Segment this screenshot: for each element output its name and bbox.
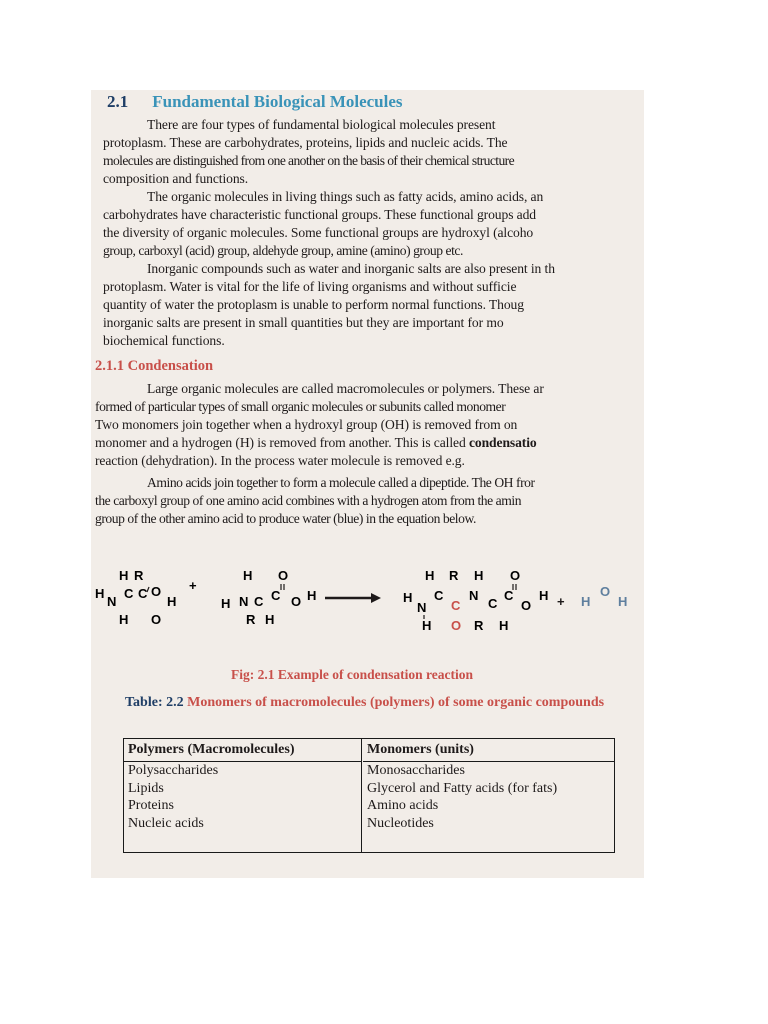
atom-c: C — [254, 594, 264, 609]
amino-acid-1 — [95, 568, 176, 627]
atom-n: N — [107, 594, 117, 609]
paragraph-line: biochemical functions. — [103, 333, 225, 348]
atom-o: O — [451, 618, 462, 633]
monomers-table — [123, 738, 615, 853]
atom-o: O — [151, 612, 162, 627]
paragraph-line: reaction (dehydration). In the process water molecule is removed e.g. — [95, 453, 465, 468]
paragraph-line — [95, 434, 537, 451]
paragraph-line: quantity of water the protoplasm is unable to perform normal functions. Thoug — [103, 297, 524, 312]
atom-c: C — [434, 588, 444, 603]
atom-h: H — [95, 586, 105, 601]
paragraph-line: group, carboxyl (acid) group, aldehyde group, amine (amino) group etc. — [103, 243, 463, 258]
atom-n: N — [469, 588, 479, 603]
paragraph-line: Large organic molecules are called macromolecules or polymers. These ar — [147, 381, 544, 396]
paragraph-line: inorganic salts are present in small quantities but they are important for mo — [103, 315, 504, 330]
table-cell-polymer: Lipids — [128, 780, 164, 796]
paragraph-line: protoplasm. Water is vital for the life of living organisms and without sufficie — [103, 279, 517, 294]
paragraph-line: Inorganic compounds such as water and inorganic salts are also present in th — [147, 261, 555, 276]
paragraph-line: group of the other amino acid to produce water (blue) in the equation below. — [95, 511, 476, 526]
atom-r: R — [246, 612, 256, 627]
line-text: monomer and a hydrogen (H) is removed from another. This is called — [95, 435, 469, 450]
atom-o: O — [278, 568, 289, 583]
atom-h: H — [618, 594, 628, 609]
atom-c: C — [504, 588, 514, 603]
paragraph-line: formed of particular types of small organic molecules or subunits called monomer — [95, 399, 506, 414]
paragraph-line: carbohydrates have characteristic functional groups. These functional groups add — [103, 207, 537, 222]
paragraph-line: the diversity of organic molecules. Some functional groups are hydroxyl (alcoho — [103, 225, 534, 240]
atom-c: C — [124, 586, 134, 601]
table-cell-polymer: Polysaccharides — [128, 763, 219, 778]
atom-h: H — [425, 568, 435, 583]
plus-sign: + — [557, 594, 565, 609]
atom-n: N — [417, 600, 427, 615]
atom-n: N — [239, 594, 249, 609]
paragraph-line: molecules are distinguished from one another on the basis of their chemical structure — [103, 153, 515, 168]
section-title: Fundamental Biological Molecules — [152, 92, 403, 111]
plus-sign: + — [189, 578, 197, 593]
table-label: Table: 2.2 — [125, 695, 184, 710]
atom-h: H — [403, 590, 413, 605]
keyword-condensation: condensatio — [468, 435, 537, 450]
atom-h: H — [499, 618, 509, 633]
atom-h: H — [581, 594, 591, 609]
table-header-monomers: Monomers (units) — [363, 739, 614, 762]
paragraph-line: The organic molecules in living things such as fatty acids, amino acids, an — [147, 189, 544, 204]
atom-h: H — [243, 568, 253, 583]
paragraph-line: the carboxyl group of one amino acid combines with a hydrogen atom from the amin — [95, 493, 522, 508]
paragraph-line: protoplasm. These are carbohydrates, proteins, lipids and nucleic acids. The — [103, 135, 508, 150]
paragraph-line: Two monomers join together when a hydroxyl group (OH) is removed from on — [95, 417, 518, 432]
table-cell-polymer: Nucleic acids — [128, 815, 204, 831]
atom-o: O — [600, 584, 611, 599]
atom-h: H — [474, 568, 484, 583]
atom-h: H — [265, 612, 275, 627]
monomers-column — [363, 739, 614, 852]
atom-r: R — [449, 568, 459, 583]
atom-h: H — [119, 612, 129, 627]
atom-h: H — [422, 618, 432, 633]
atom-r: R — [474, 618, 484, 633]
section-number: 2.1 — [107, 92, 129, 111]
atom-c: C — [488, 596, 498, 611]
atom-o: O — [291, 594, 302, 609]
table-cell-polymer: Proteins — [128, 798, 174, 813]
paragraph-line: composition and functions. — [103, 171, 249, 186]
reaction-arrow — [325, 593, 381, 603]
table-title — [125, 695, 625, 711]
paragraph-line: There are four types of fundamental biological molecules present — [147, 117, 496, 132]
amino-acid-2 — [189, 568, 316, 627]
atom-o: O — [151, 584, 162, 599]
figure-caption: Fig: 2.1 Example of condensation reaction — [231, 667, 473, 682]
atom-h: H — [167, 594, 177, 609]
polymers-column — [124, 739, 362, 852]
table-cell-monomer: Nucleotides — [367, 815, 434, 831]
subsection-number: 2.1.1 — [95, 358, 124, 374]
atom-o: O — [510, 568, 521, 583]
section-heading — [107, 92, 403, 112]
table-cell-monomer: Glycerol and Fatty acids (for fats) — [367, 780, 558, 796]
subsection-title: Condensation — [127, 358, 214, 374]
atom-h: H — [539, 588, 549, 603]
table-title-text: Monomers of macromolecules (polymers) of some organic compounds — [183, 695, 605, 710]
dipeptide — [403, 568, 548, 633]
atom-c: C — [451, 598, 461, 613]
atom-h: H — [307, 588, 317, 603]
water-molecule — [557, 584, 627, 609]
textbook-page — [91, 90, 644, 878]
atom-c: C — [138, 586, 148, 601]
table-cell-monomer: Monosaccharides — [367, 763, 465, 778]
atom-h: H — [221, 596, 231, 611]
table-header-polymers: Polymers (Macromolecules) — [124, 739, 361, 762]
table-cell-monomer: Amino acids — [367, 798, 439, 813]
subsection-heading — [95, 358, 213, 375]
atom-r: R — [134, 568, 144, 583]
paragraph-line: Amino acids join together to form a molecule called a dipeptide. The OH fror — [147, 475, 535, 490]
condensation-reaction-diagram — [91, 560, 644, 650]
atom-h: H — [119, 568, 129, 583]
atom-o: O — [521, 598, 532, 613]
atom-c: C — [271, 588, 281, 603]
